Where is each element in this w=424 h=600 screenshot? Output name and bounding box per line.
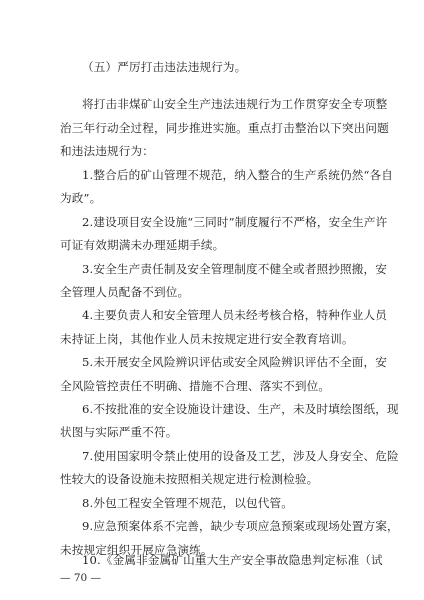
list-item-4-line-2: 未持证上岗，其他作业人员未按规定进行安全教育培训。 [60,332,354,346]
list-item-7-line-1: 7.使用国家明令禁止使用的设备及工艺，涉及人身安全、危险 [82,449,399,463]
list-item-2-line-1: 2.建设项目安全设施“三同时”制度履行不严格，安全生产许 [82,215,388,229]
section-heading: （五）严厉打击违法违规行为。 [82,60,247,74]
list-item-2-line-2: 可证有效期满未办理延期手续。 [60,238,225,252]
list-item-9-line-1: 9.应急预案体系不完善，缺少专项应急预案或现场处置方案， [82,519,399,533]
list-item-5-line-2: 全风险管控责任不明确、措施不合理、落实不到位。 [60,379,331,393]
list-item-3-line-2: 全管理人员配备不到位。 [60,285,190,299]
list-item-1-line-1: 1.整合后的矿山管理不规范，纳入整合的生产系统仍然“各自 [82,168,394,182]
list-item-10-line-1: 10.《金属非金属矿山重大生产安全事故隐患判定标准（试 [82,553,383,567]
list-item-4-line-1: 4.主要负责人和安全管理人员未经考核合格，特种作业人员 [82,308,387,322]
list-item-6-line-2: 状图与实际严重不符。 [60,425,178,439]
page-number: — 70 — [60,572,102,584]
list-item-5-line-1: 5.未开展安全风险辨识评估或安全风险辨识评估不全面，安 [82,355,387,369]
paragraph-line: 和违法违规行为： [60,144,154,158]
paragraph-line: 治三年行动全过程，同步推进实施。重点打击整治以下突出问题 [60,121,389,135]
list-item-8: 8.外包工程安全管理不规范，以包代管。 [82,496,294,510]
list-item-3-line-1: 3.安全生产责任制及安全管理制度不健全或者照抄照搬，安 [82,262,387,276]
list-item-7-line-2: 性较大的设备设施未按照相关规定进行检测检验。 [60,472,319,486]
list-item-1-line-2: 为政”。 [60,191,102,205]
paragraph-line: 将打击非煤矿山安全生产违法违规行为工作贯穿安全专项整 [82,97,388,111]
list-item-9-line-2: 未按规定组织开展应急演练。 [60,543,213,557]
list-item-6-line-1: 6.不按批准的安全设施设计建设、生产，未及时填绘图纸，现 [82,402,399,416]
